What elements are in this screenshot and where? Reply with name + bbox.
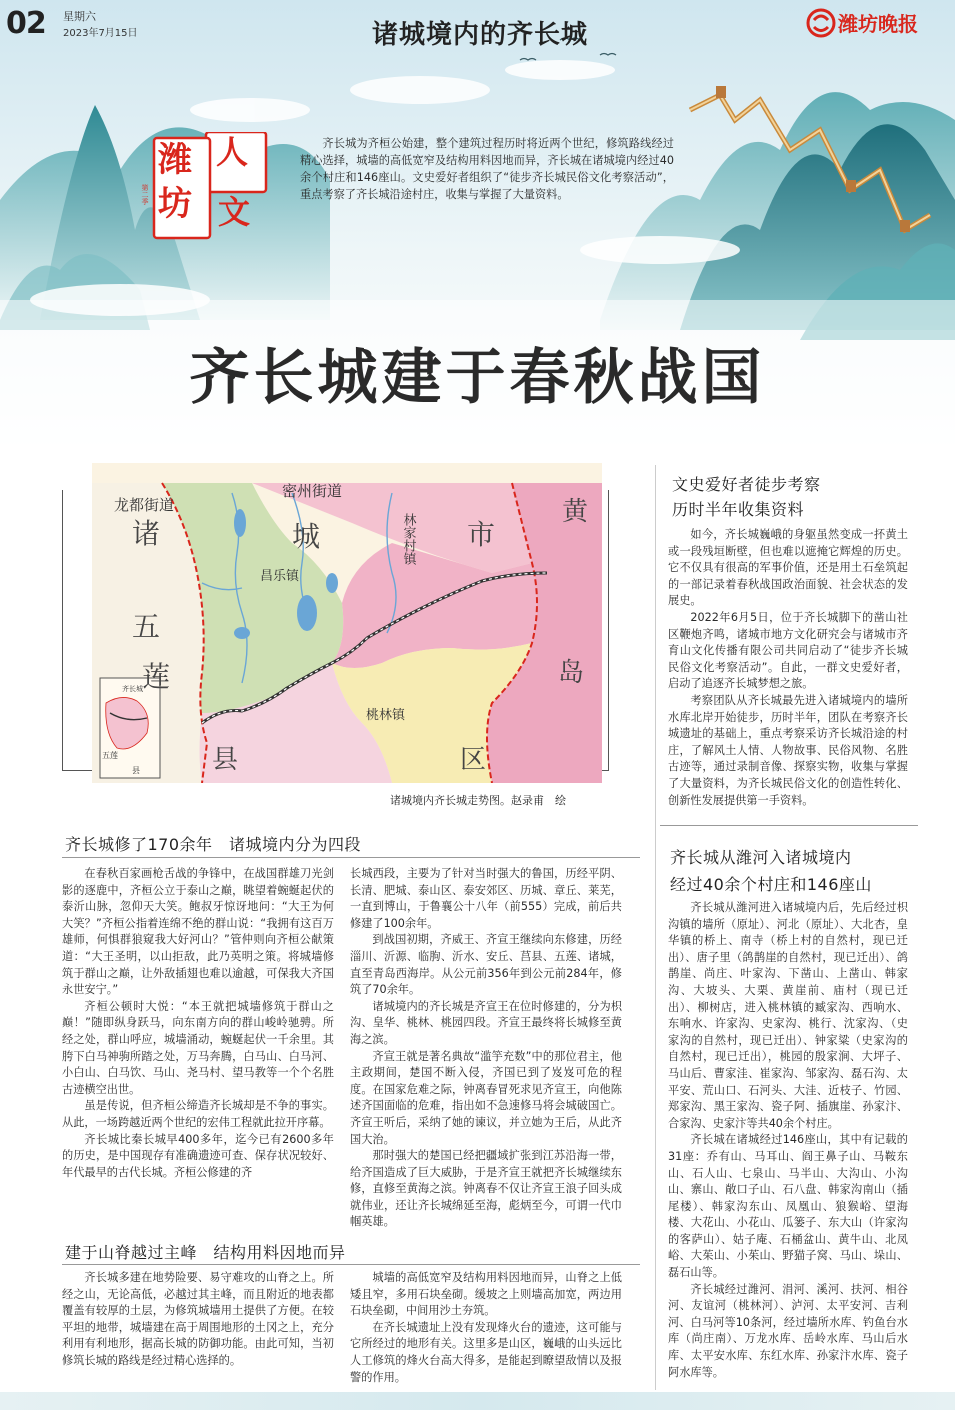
great-wall-map xyxy=(92,463,602,783)
s4-para: 齐长城经过潍河、涓河、溪河、扶河、相谷河、友谊河（桃林河）、泸河、太平安河、吉利河、白马河等10条河，经过墙所水库、钓鱼台水库（尚庄南）、万龙水库、岳岭水库、马山后水库、太平安水库、东红水库、孙家汴水库、瓷子阿水库等。 xyxy=(668,1282,908,1379)
map-label-qu: 区 xyxy=(460,745,487,775)
s1-title: 齐长城修了170余年 诸城境内分为四段 xyxy=(65,835,362,854)
seal-char-3: 人 xyxy=(216,133,249,171)
s4-body xyxy=(668,900,908,1381)
s1-left-para: 虽是传说，但齐桓公缔造齐长城却是不争的事实。从此，一场跨越近两个世纪的宏伟工程就此拉开序幕。 xyxy=(62,1099,334,1129)
s1-rule xyxy=(62,857,640,858)
page-number: 02 xyxy=(6,6,46,41)
s1-left-body xyxy=(62,866,334,1181)
map-inset-label-c: 县 xyxy=(132,766,140,775)
s1-right-para: 到战国初期，齐威王、齐宣王继续向东修建，历经淄川、沂源、临朐、沂水、安丘、莒县、五莲、诸城，直至青岛西海岸。从公元前356年到公元前284年，修筑了70余年。 xyxy=(350,933,622,997)
weekday: 星期六 xyxy=(63,10,96,23)
s3-body xyxy=(668,527,908,809)
seal-char-4: 文 xyxy=(218,193,251,231)
section-title: 诸城境内的齐长城 xyxy=(371,20,588,50)
s3-title-line1: 文史爱好者徒步考察 xyxy=(672,475,821,494)
map-label-dao: 岛 xyxy=(558,658,585,688)
map-label-xian: 县 xyxy=(212,745,239,775)
s2-right-para: 在齐长城遗址上没有发现烽火台的遗迹，这可能与它所经过的地形有关。这里多是山区，巍峨的山头远比人工修筑的烽火台高大得多，是能起到瞭望敌情以及报警的作用。 xyxy=(350,1320,622,1384)
s4-title-line1: 齐长城从潍河入诸城境内 xyxy=(670,848,852,867)
s1-left-para: 齐长城比秦长城早400多年，迄今已有2600多年的历史，是中国现存有准确遗迹可查、保存状况较好、年代最早的古代长城。齐桓公修建的齐 xyxy=(62,1132,334,1179)
seal-char-1: 潍 xyxy=(158,140,192,180)
map-label-miwang: 密州街道 xyxy=(282,482,343,500)
paper-name: 潍坊晚报 xyxy=(838,12,918,36)
s1-right-para: 那时强大的楚国已经把疆域扩张到江苏沿海一带，给齐国造成了巨大威胁，于是齐宣王就把齐长城继续东修，直修至黄海之滨。钟离春不仅让齐宣王浪子回头成就伟业，还让齐长城绵延至海，彪炳至今，可谓一代巾帼英雄。 xyxy=(350,1149,622,1229)
column-seal xyxy=(141,132,268,244)
footer-band xyxy=(0,1392,955,1410)
intro-paragraph: 齐长城为齐桓公始建，整个建筑过程历时将近两个世纪，修筑路线经过精心选择，城墙的高低宽窄及结构用料因地而异，齐长城在诸城境内经过40余个村庄和146座山。文史爱好者组织了“徒步齐长城民俗文化考察活动”，重点考察了齐长城沿途村庄，收集与掌握了大量资料。 xyxy=(300,137,674,201)
seal-issue: 第二季 xyxy=(141,184,149,205)
main-title: 齐长城建于春秋战国 xyxy=(189,343,766,413)
s1-right-body xyxy=(350,866,622,1231)
s2-right-para: 城墙的高低宽窄及结构用料因地而异，山脊之上低矮且窄，多用石块垒砌。缓坡之上则墙高加宽，两边用石块垒砌，中间用沙土夯筑。 xyxy=(350,1271,622,1318)
map-label-zhu: 诸 xyxy=(132,517,161,550)
s1-right-para: 诸城境内的齐长城是齐宣王在位时修建的，分为枳沟、皇华、桃林、桃园四段。齐宣王最终将长城修至黄海之滨。 xyxy=(350,999,622,1046)
s3-para: 如今，齐长城巍峨的身躯虽然变成一抔黄土或一段残垣断壁，但也难以遮掩它辉煌的历史。它不仅具有很高的军事价值，还是用土石垒筑起的一部记录着春秋战国政治面貌、社会状态的发展史。 xyxy=(668,528,908,608)
map-label-huang: 黄 xyxy=(562,497,589,527)
s3-para: 考察团队从齐长城最先进入诸城境内的墙所水库北岸开始徒步，历时半年，团队在考察齐长城遗址的基础上，重点考察采访齐长城沿途的村庄，了解风土人情、人物故事、民俗风物、名胜古迹等，通过录制音像、探察实物，收集与掌握了大量资料，为齐长城民俗文化的创造性转化、创新性发展提供第一手资料。 xyxy=(668,693,908,807)
map-label-linjia: 林家村镇 xyxy=(400,513,416,565)
s2-rule xyxy=(62,1264,640,1265)
map-inset-label-a: 齐长城 xyxy=(122,685,143,693)
s3-title-line2: 历时半年收集资料 xyxy=(672,500,805,519)
column-divider xyxy=(655,465,656,1390)
s1-right-para: 齐宣王就是著名典故“滥竽充数”中的那位君主，他主政期间，楚国不断入侵，齐国已到了岌岌可危的程度。在国家危难之际，钟离春冒死求见齐宣王，向他陈述齐国面临的危难，指出如不急速修马将会城破国亡。齐宣王听后，采纳了她的谏议，并立她为王后，从此齐国大治。 xyxy=(350,1049,622,1146)
map-label-lian: 莲 xyxy=(142,660,171,693)
s1-left-para: 齐桓公顿时大悦：“本王就把城墙修筑于群山之巅！”随即纵身跃马，向东南方向的群山峻岭驰骋。所经之处，群山呼应，城墙涌动，蜿蜒起伏一千余里。其胯下白马神驹所踏之处，万马奔腾，白马山、白马河、小白山、白马饮、马山、尧马村、望马教等一个个名胜古迹横空出世。 xyxy=(62,999,334,1096)
paper-logo-icon xyxy=(806,8,836,38)
s2-left-para: 齐长城多建在地势险要、易守难攻的山脊之上。所经之山，无论高低，必越过其主峰，而且附近的地表都覆盖有较厚的土层，为修筑城墙用土提供了方便。在较平坦的地带，城墙建在高于周围地形的土冈之上，充分利用有利地形，据高长城的防御功能。由此可知，当初修筑长城的路线是经过精心选择的。 xyxy=(62,1271,334,1367)
s4-title-line2: 经过40余个村庄和146座山 xyxy=(670,875,872,894)
map-label-wu: 五 xyxy=(132,610,161,643)
s1-right-para: 长城西段，主要为了针对当时强大的鲁国，历经平阴、长清、肥城、泰山区、泰安郊区、历城、章丘、莱芜，一直到博山，于鲁襄公十八年（前555）完成，前后共修建了100余年。 xyxy=(350,867,622,930)
map-label-changle: 昌乐镇 xyxy=(260,569,300,584)
s3-para: 2022年6月5日，位于齐长城脚下的凿山社区鞭炮齐鸣，诸城市地方文化研究会与诸城市齐育山文化传播有限公司共同启动了“徒步齐长城民俗文化考察活动”。自此，一群文史爱好者，启动了追逐齐长城梦想之旅。 xyxy=(668,610,908,691)
s2-right-body xyxy=(350,1270,622,1386)
map-label-cheng: 城 xyxy=(292,520,321,553)
right-section-rule xyxy=(660,825,918,826)
map-label-longdu: 龙都街道 xyxy=(114,496,175,514)
map-caption: 诸城境内齐长城走势图。赵录甫 绘 xyxy=(390,794,566,807)
s4-para: 齐长城在诸城经过146座山，其中有记载的31座：乔有山、马耳山、阎王鼻子山、马鞍东山、石人山、七泉山、马半山、大沟山、小沟山、寨山、敞口子山、石八盘、韩家沟南山（插尾楼）、韩家沟东山、凤凰山、狼猴峪、望海楼、大花山、小花山、瓜篓子、东大山（许家沟的客萨山）、姑子庵、石桶盆山、黄牛山、北凤峪、大茱山、小茱山、野猫子窝、马山、垛山、磊石山等。 xyxy=(668,1133,908,1280)
issue-date: 2023年7月15日 xyxy=(63,28,138,39)
s4-para: 齐长城从潍河进入诸城境内后，先后经过枳沟镇的墙所（原址）、河北（原址）、大北杏，皇华镇的桥上、南寺（桥上村的自然村，现已迁出）、唐子里（鸽鹊崖的自然村，现已迁出）、鸽鹊崖、尚庄、叶家沟、下凿山、上凿山、韩家沟、大坡头、大栗、黄崖前、庙村（现已迁出）、柳树店，进入桃林镇的臧家沟、西响水、东响水、许家沟、史家沟、桃行、沈家沟、（史家沟的自然村，现已迁出）、钟家粱（史家沟的自然村，现已迁出），桃园的殷家涧、大坪子、马山后、曹家洼、崔家沟、邹家沟、磊石沟、太平安、荒山口、石河头、大洼、近枝子、竹园、郑家沟、黑王家沟、瓷子阿、插旗崖、孙家汴、合家沟、史家汴等共40余个村庄。 xyxy=(668,901,908,1130)
map-label-taolin: 桃林镇 xyxy=(366,708,406,723)
seal-char-2: 坊 xyxy=(158,184,192,224)
map-inset-label-b: 五莲 xyxy=(102,751,118,760)
s1-left-para: 在春秋百家画枪舌战的争锋中，在战国群雄刀光剑影的逐鹿中，齐桓公立于泰山之巅，眺望着蜿蜒起伏的泰沂山脉，忽仰天大笑。鲍叔牙惊讶地问：“大王为何大笑？”齐桓公指着连绵不绝的群山说：“我拥有这百万雄师，何惧群狼窥我大好河山？”管仲则向齐桓公献策道：“大王圣明，以山拒敌，此乃英明之策。将城墙修筑于群山之巅，让外敌插翅也难以逾越，可保我大齐国永世安宁。” xyxy=(62,867,334,997)
map-label-shi: 市 xyxy=(467,518,496,551)
s2-left-body xyxy=(62,1270,334,1370)
s2-title: 建于山脊越过主峰 结构用料因地而异 xyxy=(65,1243,346,1262)
